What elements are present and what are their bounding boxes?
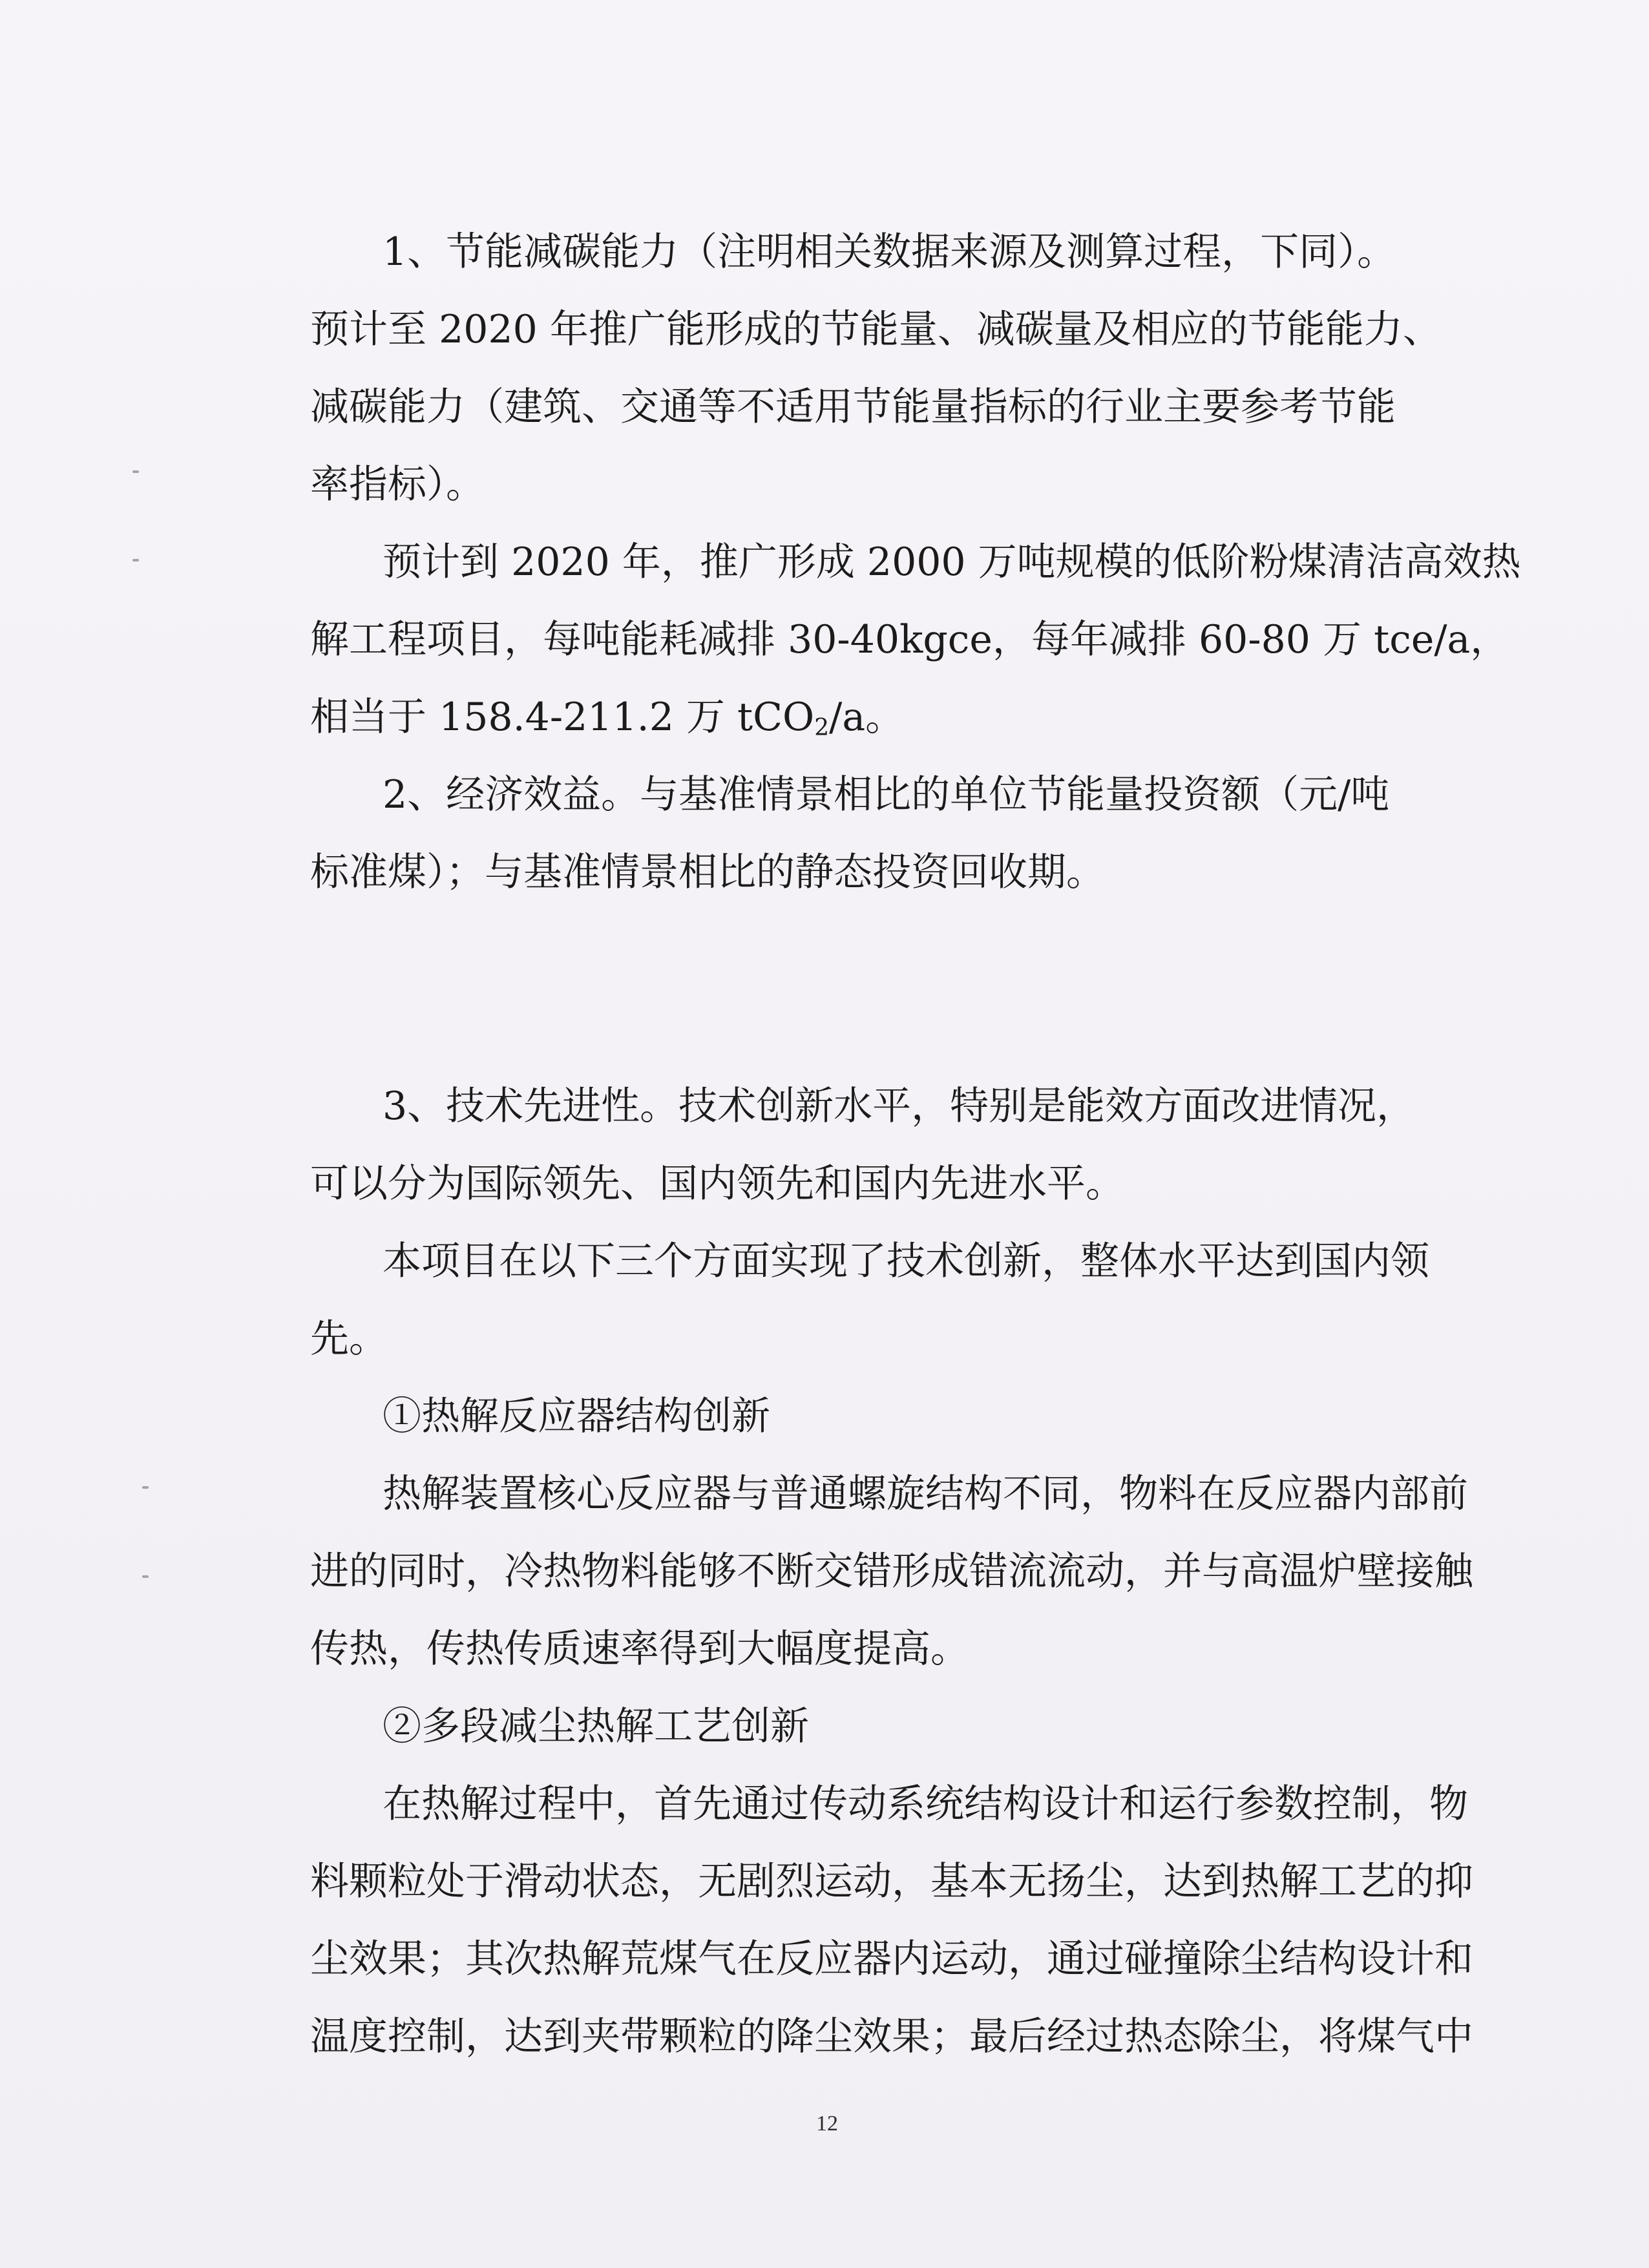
section-heading: ①热解反应器结构创新 [383, 1394, 770, 1439]
paragraph-line [310, 695, 905, 748]
line-text: /a。 [829, 695, 905, 740]
page-number: 12 [816, 2112, 838, 2136]
paragraph-line: 热解装置核心反应器与普通螺旋结构不同，物料在反应器内部前 [383, 1471, 1468, 1517]
paragraph-line: 本项目在以下三个方面实现了技术创新，整体水平达到国内领 [383, 1239, 1429, 1284]
paragraph-line: 可以分为国际领先、国内领先和国内先进水平。 [310, 1161, 1124, 1206]
section-heading: ②多段减尘热解工艺创新 [383, 1704, 809, 1749]
paragraph-line: 标准煤）；与基准情景相比的静态投资回收期。 [310, 850, 1105, 895]
scan-speck [142, 1575, 149, 1578]
paragraph-line: 在热解过程中，首先通过传动系统结构设计和运行参数控制，物 [383, 1781, 1468, 1827]
scan-speck [142, 1486, 149, 1489]
paragraph-line: 解工程项目，每吨能耗减排 30-40kgce，每年减排 60-80 万 tce/a， [310, 617, 1509, 662]
paragraph-line: 2、经济效益。与基准情景相比的单位节能量投资额（元/吨 [383, 772, 1390, 817]
paragraph-line: 尘效果；其次热解荒煤气在反应器内运动，通过碰撞除尘结构设计和 [310, 1937, 1473, 1982]
line-text: 相当于 158.4-211.2 万 tCO [310, 695, 815, 740]
scan-speck [132, 470, 139, 473]
paragraph-line: 温度控制，达到夹带颗粒的降尘效果；最后经过热态除尘，将煤气中 [310, 2014, 1473, 2059]
paragraph-line: 率指标）。 [310, 462, 485, 507]
paragraph-line: 3、技术先进性。技术创新水平，特别是能效方面改进情况， [383, 1084, 1416, 1129]
paragraph-line: 先。 [310, 1316, 388, 1361]
subscript-text: 2 [814, 715, 830, 741]
scan-speck [132, 559, 139, 562]
paragraph-line: 预计至 2020 年推广能形成的节能量、减碳量及相应的节能能力、 [310, 307, 1442, 352]
paragraph-line: 1、节能减碳能力（注明相关数据来源及测算过程，下同）。 [383, 229, 1396, 275]
paragraph-line: 传热，传热传质速率得到大幅度提高。 [310, 1626, 969, 1672]
paragraph-line: 进的同时，冷热物料能够不断交错形成错流流动，并与高温炉壁接触 [310, 1549, 1473, 1594]
paragraph-line: 减碳能力（建筑、交通等不适用节能量指标的行业主要参考节能 [310, 384, 1396, 430]
paragraph-line: 预计到 2020 年，推广形成 2000 万吨规模的低阶粉煤清洁高效热 [383, 540, 1521, 585]
paragraph-line: 料颗粒处于滑动状态，无剧烈运动，基本无扬尘，达到热解工艺的抑 [310, 1859, 1473, 1904]
